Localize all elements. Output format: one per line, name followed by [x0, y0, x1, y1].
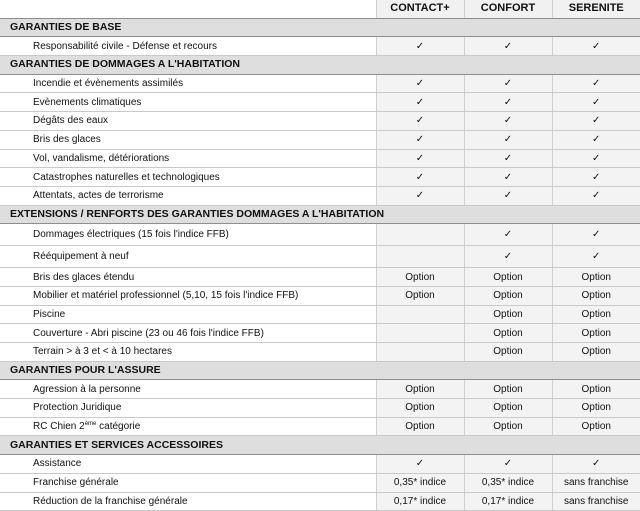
column-header-contact-plus: CONTACT+ — [376, 0, 464, 18]
row-label-text: Réduction de la franchise générale — [33, 495, 188, 507]
row-label-text: Piscine — [33, 308, 66, 320]
checkmark-icon: ✓ — [464, 37, 552, 56]
section-title: GARANTIES ET SERVICES ACCESSOIRES — [0, 436, 640, 455]
cell-serenite: Option — [552, 268, 640, 287]
section-title: GARANTIES DE BASE — [0, 18, 640, 37]
cell-confort: Option — [464, 343, 552, 362]
table-row — [0, 455, 640, 474]
checkmark-icon: ✓ — [552, 112, 640, 131]
row-label-text: Rééquipement à neuf — [33, 251, 129, 263]
row-label — [0, 399, 376, 418]
row-label — [0, 246, 376, 268]
row-label — [0, 343, 376, 362]
checkmark-icon: ✓ — [376, 130, 464, 149]
table-row — [0, 74, 640, 93]
section-header-row — [0, 18, 640, 37]
row-label — [0, 268, 376, 287]
cell-contact-plus: Option — [376, 286, 464, 305]
cell-contact-plus: Option — [376, 399, 464, 418]
checkmark-icon: ✓ — [376, 37, 464, 56]
cell-contact-plus: Option — [376, 380, 464, 399]
checkmark-icon: ✓ — [552, 224, 640, 246]
table-row — [0, 268, 640, 287]
cell-contact-plus — [376, 324, 464, 343]
cell-serenite: Option — [552, 380, 640, 399]
checkmark-icon: ✓ — [376, 186, 464, 205]
cell-serenite: Option — [552, 305, 640, 324]
row-label — [0, 224, 376, 246]
section-title: GARANTIES DE DOMMAGES A L'HABITATION — [0, 56, 640, 75]
row-label — [0, 130, 376, 149]
checkmark-icon: ✓ — [464, 168, 552, 187]
checkmark-icon: ✓ — [376, 112, 464, 131]
checkmark-icon: ✓ — [376, 93, 464, 112]
cell-confort: 0,35* indice — [464, 473, 552, 492]
section-header-row — [0, 56, 640, 75]
row-label — [0, 286, 376, 305]
table-row — [0, 168, 640, 187]
cell-confort: Option — [464, 268, 552, 287]
row-label-text: Terrain > à 3 et < à 10 hectares — [33, 346, 172, 358]
cell-contact-plus — [376, 246, 464, 268]
checkmark-icon: ✓ — [376, 455, 464, 474]
table-row — [0, 149, 640, 168]
row-label-text: Catastrophes naturelles et technologiques — [33, 171, 220, 183]
checkmark-icon: ✓ — [552, 455, 640, 474]
table-row — [0, 399, 640, 418]
table-row — [0, 324, 640, 343]
table-row — [0, 492, 640, 511]
checkmark-icon: ✓ — [552, 74, 640, 93]
cell-confort: Option — [464, 399, 552, 418]
table-row — [0, 246, 640, 268]
column-header-confort: CONFORT — [464, 0, 552, 18]
row-label — [0, 37, 376, 56]
checkmark-icon: ✓ — [464, 149, 552, 168]
row-label — [0, 417, 376, 436]
checkmark-icon: ✓ — [376, 74, 464, 93]
row-label-text: Dommages électriques (15 fois l'indice FFB) — [33, 229, 229, 241]
row-label-text: Assistance — [33, 458, 82, 470]
row-label — [0, 492, 376, 511]
checkmark-icon: ✓ — [464, 93, 552, 112]
table-row — [0, 473, 640, 492]
row-label-text: Couverture - Abri piscine (23 ou 46 fois l'indice FFB) — [33, 327, 264, 339]
row-label — [0, 149, 376, 168]
row-label-text: Responsabilité civile - Défense et recours — [33, 40, 217, 52]
checkmark-icon: ✓ — [376, 149, 464, 168]
cell-contact-plus — [376, 343, 464, 362]
table-body — [0, 18, 640, 511]
cell-serenite: Option — [552, 399, 640, 418]
row-label-text: Dégâts des eaux — [33, 115, 109, 127]
row-label-text: Attentats, actes de terrorisme — [33, 190, 164, 202]
row-label — [0, 186, 376, 205]
cell-confort: Option — [464, 324, 552, 343]
row-label — [0, 74, 376, 93]
checkmark-icon: ✓ — [552, 149, 640, 168]
checkmark-icon: ✓ — [464, 224, 552, 246]
table-row — [0, 224, 640, 246]
cell-contact-plus: 0,17* indice — [376, 492, 464, 511]
table-row — [0, 112, 640, 131]
header-blank-cell — [0, 0, 376, 18]
row-label — [0, 455, 376, 474]
cell-serenite: Option — [552, 286, 640, 305]
table-row — [0, 380, 640, 399]
section-title: EXTENSIONS / RENFORTS DES GARANTIES DOMMAGES A L'HABITATION — [0, 205, 640, 224]
cell-serenite: Option — [552, 324, 640, 343]
cell-confort: 0,17* indice — [464, 492, 552, 511]
row-label-text: Franchise générale — [33, 477, 119, 489]
section-title: GARANTIES POUR L'ASSURE — [0, 361, 640, 380]
table-row — [0, 417, 640, 436]
checkmark-icon: ✓ — [552, 37, 640, 56]
row-label-text: Agression à la personne — [33, 383, 141, 395]
row-label-text: Mobilier et matériel professionnel (5,10, 15 fois l'indice FFB) — [33, 290, 299, 302]
cell-serenite: sans franchise — [552, 492, 640, 511]
cell-serenite: Option — [552, 343, 640, 362]
checkmark-icon: ✓ — [376, 168, 464, 187]
row-label-text: RC Chien 2 — [33, 421, 85, 433]
row-label-text: Bris des glaces étendu — [33, 271, 135, 283]
row-label-suffix: catégorie — [96, 421, 141, 433]
checkmark-icon: ✓ — [552, 246, 640, 268]
cell-contact-plus — [376, 224, 464, 246]
checkmark-icon: ✓ — [464, 74, 552, 93]
cell-confort: Option — [464, 380, 552, 399]
row-label — [0, 93, 376, 112]
checkmark-icon: ✓ — [552, 186, 640, 205]
row-label — [0, 473, 376, 492]
cell-serenite: sans franchise — [552, 473, 640, 492]
row-label — [0, 380, 376, 399]
checkmark-icon: ✓ — [464, 455, 552, 474]
checkmark-icon: ✓ — [552, 93, 640, 112]
cell-contact-plus: Option — [376, 417, 464, 436]
row-label-text: Vol, vandalisme, détériorations — [33, 152, 170, 164]
row-label — [0, 112, 376, 131]
section-header-row — [0, 361, 640, 380]
column-header-row — [0, 0, 640, 18]
cell-contact-plus: Option — [376, 268, 464, 287]
checkmark-icon: ✓ — [464, 246, 552, 268]
row-label-superscript: ème — [84, 421, 97, 428]
cell-confort: Option — [464, 305, 552, 324]
table-row — [0, 130, 640, 149]
section-header-row — [0, 205, 640, 224]
table-row — [0, 343, 640, 362]
row-label-text: Incendie et évènements assimilés — [33, 78, 184, 90]
cell-contact-plus: 0,35* indice — [376, 473, 464, 492]
cell-contact-plus — [376, 305, 464, 324]
cell-confort: Option — [464, 417, 552, 436]
row-label-text: Protection Juridique — [33, 402, 122, 414]
section-header-row — [0, 436, 640, 455]
row-label — [0, 168, 376, 187]
row-label-text: Evènements climatiques — [33, 96, 142, 108]
row-label-text: Bris des glaces — [33, 134, 101, 146]
table-row — [0, 93, 640, 112]
checkmark-icon: ✓ — [552, 130, 640, 149]
checkmark-icon: ✓ — [464, 112, 552, 131]
checkmark-icon: ✓ — [552, 168, 640, 187]
cell-confort: Option — [464, 286, 552, 305]
table-row — [0, 37, 640, 56]
table-row — [0, 305, 640, 324]
table-row — [0, 186, 640, 205]
cell-serenite: Option — [552, 417, 640, 436]
checkmark-icon: ✓ — [464, 130, 552, 149]
row-label — [0, 324, 376, 343]
table-row — [0, 286, 640, 305]
checkmark-icon: ✓ — [464, 186, 552, 205]
column-header-serenite: SERENITE — [552, 0, 640, 18]
row-label — [0, 305, 376, 324]
